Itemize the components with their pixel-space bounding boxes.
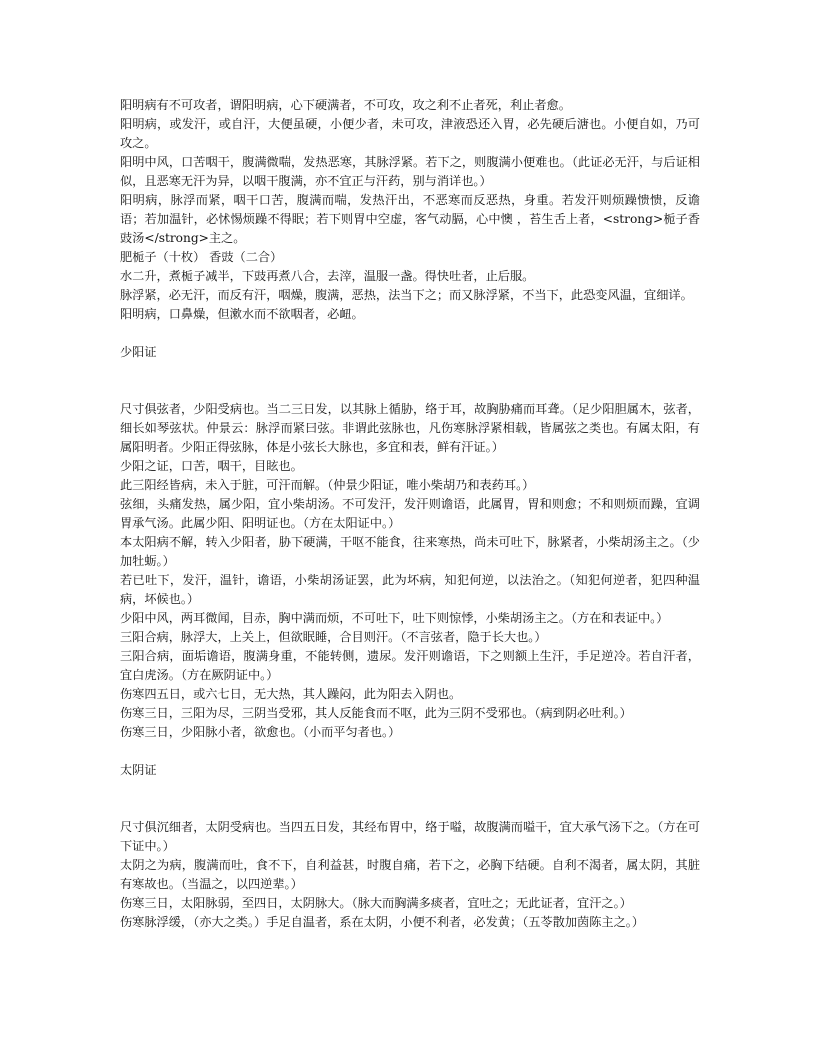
- paragraph: 此三阳经皆病，未入于脏，可汗而解。（仲景少阳证，唯小柴胡乃和表药耳。）: [120, 478, 535, 492]
- paragraph: 太阴之为病，腹满而吐，食不下，自利益甚，时腹自痛，若下之，必胸下结硬。自利不渴者，属太阴，其脏有寒故也。（当温之，以四逆辈。）: [120, 858, 700, 891]
- paragraph: 三阳合病，脉浮大，上关上，但欲眠睡，合目则汗。（不言弦者，隐于长大也。）: [120, 630, 547, 644]
- paragraph: 尺寸俱弦者，少阳受病也。当二三日发，以其脉上循胁，络于耳，故胸胁痛而耳聋。（足少阳胆属木，弦者，细长如琴弦状。仲景云：脉浮而紧曰弦。非谓此弦脉也，凡伤寒脉浮紧相载，皆属弦之类也。有属太阳，有属阳明者。少阳正得弦脉，体是小弦长大脉也，多宜和表，鲜有汗证。）: [120, 402, 700, 454]
- paragraph: 伤寒四五日，或六七日，无大热，其人躁闷，此为阳去入阴也。: [120, 687, 462, 701]
- section-heading-shaoyang: 少阳证: [120, 345, 157, 359]
- paragraph: 脉浮紧，必无汗，而反有汗，咽燥，腹满，恶热，法当下之；而又脉浮紧，不当下，此恐变风温，宜细详。: [120, 288, 693, 302]
- paragraph: 伤寒三日，三阳为尽，三阴当受邪，其人反能食而不呕，此为三阴不受邪也。（病到阴必吐利。）: [120, 706, 632, 720]
- paragraph: 少阳中风，两耳微闻，目赤，胸中满而烦，不可吐下，吐下则惊悸，小柴胡汤主之。（方在和表证中。）: [120, 611, 669, 625]
- section-heading-taiyin: 太阴证: [120, 763, 157, 777]
- paragraph: 本太阳病不解，转入少阳者，胁下硬满，干呕不能食，往来寒热，尚未可吐下，脉紧者，小柴胡汤主之。（少加牡蛎。）: [120, 535, 700, 568]
- paragraph: 少阳之证，口苦，咽干，目眩也。: [120, 459, 303, 473]
- section-yangming: [120, 96, 700, 324]
- paragraph: 伤寒三日，少阳脉小者，欲愈也。（小而平匀者也。）: [120, 725, 401, 739]
- paragraph: 阳明中风，口苦咽干，腹满微喘，发热恶寒，其脉浮紧。若下之，则腹满小便难也。（此证必无汗，与后证相似，且恶寒无汗为异，以咽干腹满，亦不宜正与汗药，别与消详也。）: [120, 155, 700, 188]
- prescription-method: 水二升，煮栀子减半，下豉再煮八合，去滓，温服一盏。得快吐者，止后服。: [120, 269, 535, 283]
- paragraph: 伤寒脉浮缓，（亦大之类。）手足自温者，系在太阴，小便不利者，必发黄；（五苓散加茵陈主之。）: [120, 915, 645, 929]
- section-shaoyang: [120, 400, 700, 742]
- paragraph: 三阳合病，面垢谵语，腹满身重，不能转侧，遗尿。发汗则谵语，下之则额上生汗，手足逆冷。若自汗者，宜白虎汤。（方在厥阴证中。）: [120, 649, 700, 682]
- paragraph: 弦细，头痛发热，属少阳，宜小柴胡汤。不可发汗，发汗则谵语，此属胃，胃和则愈；不和则烦而躁，宜调胃承气汤。此属少阳、阳明证也。（方在太阳证中。）: [120, 497, 700, 530]
- paragraph: 阳明病，口鼻燥，但漱水而不欲咽者，必衄。: [120, 307, 364, 321]
- section-taiyin: [120, 818, 700, 932]
- prescription-ingredients: 肥栀子（十枚） 香豉（二合）: [120, 250, 283, 264]
- paragraph: 若已吐下，发汗，温针，谵语，小柴胡汤证罢，此为坏病，知犯何逆，以法治之。（知犯何逆者，犯四种温病，坏候也。）: [120, 573, 700, 606]
- document-page: [120, 96, 700, 932]
- paragraph: 伤寒三日，太阳脉弱，至四日，太阴脉大。（脉大而胸满多痰者，宜吐之；无此证者，宜汗之。）: [120, 896, 632, 910]
- paragraph: 阳明病有不可攻者，谓阳明病，心下硬满者，不可攻，攻之利不止者死，利止者愈。: [120, 98, 571, 112]
- paragraph: 阳明病，或发汗，或自汗，大便虽硬，小便少者，未可攻，津液恐还入胃，必先硬后溏也。小便自如，乃可攻之。: [120, 117, 700, 150]
- paragraph: 阳明病，脉浮而紧，咽干口苦，腹满而喘，发热汗出，不恶寒而反恶热，身重。若发汗则烦躁愦愦，反谵语；若加温针，必怵惕烦躁不得眠；若下则胃中空虚，客气动膈，心中懊 ，苔生舌上者，<strong>栀子香豉汤</strong>主之。: [120, 193, 700, 245]
- paragraph: 尺寸俱沉细者，太阴受病也。当四五日发，其经布胃中，络于嗌，故腹满而嗌干，宜大承气汤下之。（方在可下证中。）: [120, 820, 700, 853]
